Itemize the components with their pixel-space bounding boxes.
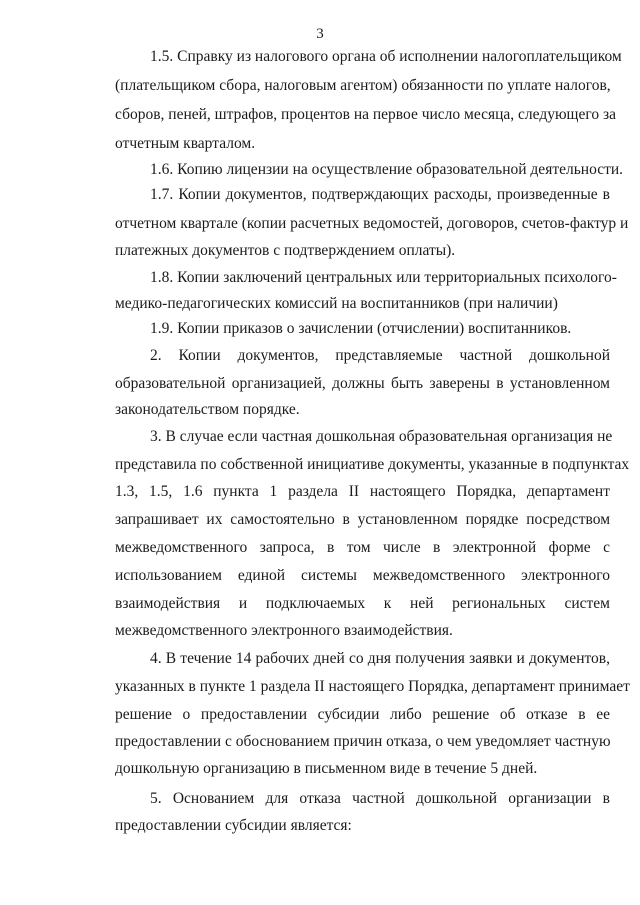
text-line: 1.6. Копию лицензии на осуществление образовательной деятельности. — [150, 161, 624, 178]
text-line: 3. В случае если частная дошкольная образовательная организация не — [150, 428, 613, 445]
text-line: 1.3, 1.5, 1.6 пункта 1 раздела II настоящего Порядка, департамент — [115, 483, 610, 500]
text-line: представила по собственной инициативе документы, указанные в подпунктах — [115, 456, 630, 473]
text-line: межведомственного электронного взаимодействия. — [115, 622, 453, 639]
page-number: 3 — [316, 26, 324, 42]
text-line: 1.7. Копии документов, подтверждающих расходы, произведенные в — [150, 186, 610, 203]
text-line: 4. В течение 14 рабочих дней со дня получения заявки и документов, — [150, 650, 610, 667]
text-line: медико-педагогических комиссий на воспитанников (при наличии) — [115, 295, 558, 312]
text-line: 5. Основанием для отказа частной дошкольной организации в — [150, 790, 610, 807]
text-line: указанных в пункте 1 раздела II настоящего Порядка, департамент принимает — [115, 678, 630, 695]
text-line: 2. Копии документов, представляемые частной дошкольной — [150, 347, 610, 364]
text-line: взаимодействия и подключаемых к ней региональных систем — [115, 595, 610, 612]
text-line: использованием единой системы межведомственного электронного — [115, 567, 610, 584]
text-line: дошкольную организацию в письменном виде в течение 5 дней. — [115, 760, 538, 777]
text-line: 1.8. Копии заключений центральных или территориальных психолого- — [150, 269, 617, 286]
text-line: отчетным кварталом. — [115, 135, 256, 152]
text-line: (плательщиком сбора, налоговым агентом) обязанности по уплате налогов, — [115, 77, 611, 94]
text-line: платежных документов с подтверждением оплаты). — [115, 242, 456, 259]
text-line: предоставлении субсидии является: — [115, 817, 352, 834]
text-line: 1.5. Справку из налогового органа об исполнении налогоплательщиком — [150, 48, 622, 65]
text-line: законодательством порядке. — [115, 401, 300, 418]
text-line: межведомственного запроса, в том числе в электронной форме с — [115, 539, 610, 556]
text-line: отчетном квартале (копии расчетных ведомостей, договоров, счетов-фактур и — [115, 215, 629, 232]
text-line: запрашивает их самостоятельно в установленном порядке посредством — [115, 511, 610, 528]
text-line: предоставлении с обоснованием причин отказа, о чем уведомляет частную — [115, 733, 611, 750]
text-line: сборов, пеней, штрафов, процентов на первое число месяца, следующего за — [115, 106, 616, 123]
text-line: образовательной организацией, должны быть заверены в установленном — [115, 375, 610, 392]
text-line: 1.9. Копии приказов о зачислении (отчислении) воспитанников. — [150, 320, 572, 337]
text-line: решение о предоставлении субсидии либо решение об отказе в ее — [115, 706, 610, 723]
